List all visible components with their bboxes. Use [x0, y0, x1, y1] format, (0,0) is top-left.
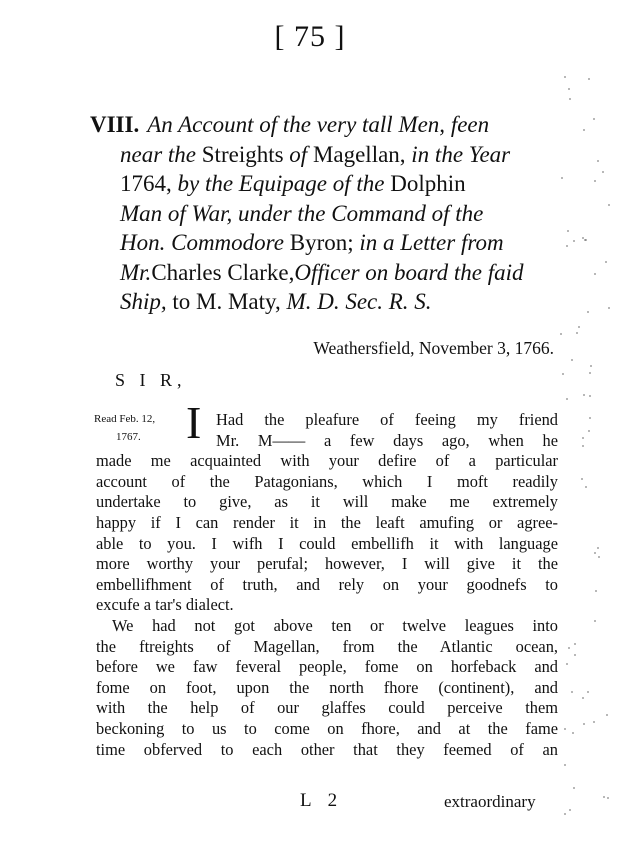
catchword: extraordinary — [444, 792, 536, 811]
body-line: the ftreights of Magellan, from the Atlantic ocean, — [96, 636, 558, 656]
speckle — [594, 273, 596, 275]
speckle — [606, 714, 608, 716]
page-footer — [0, 790, 620, 816]
title-segment: feen — [450, 112, 490, 137]
speckle — [566, 398, 568, 400]
letter-body — [96, 410, 558, 760]
title-line — [90, 228, 560, 258]
speckle — [571, 359, 573, 361]
speckle — [603, 796, 605, 798]
title-line — [90, 199, 560, 229]
speckle — [595, 590, 597, 592]
title-segment: M. D. Sec. R. S. — [286, 289, 432, 314]
title-segment: of — [289, 141, 313, 167]
body-line: more worthy your perufal; however, I will give it the — [96, 554, 558, 574]
speckle — [583, 129, 585, 131]
margin-note-line-1: Read Feb. 12, — [94, 413, 156, 425]
speckle — [582, 445, 584, 447]
title-segment: to M. Maty, — [172, 289, 287, 314]
speckle — [590, 365, 592, 367]
speckle — [585, 486, 587, 488]
title-segment: in the Year — [411, 141, 511, 167]
body-line: Mr. M—— a few days ago, when he — [216, 430, 558, 450]
title-segment: Magellan, — [312, 141, 412, 167]
letter-salutation: S I R, — [115, 370, 187, 390]
speckle — [581, 478, 583, 480]
speckle — [587, 311, 589, 313]
speckle — [564, 76, 566, 78]
speckle — [589, 372, 591, 374]
speckle — [568, 647, 570, 649]
speckle — [569, 809, 571, 811]
speckle — [593, 721, 595, 723]
title-segment: Byron; — [289, 230, 360, 255]
title-segment: An Account of the very tall Men, — [147, 112, 451, 137]
body-line: made me acquainted with your defire of a particular — [96, 451, 558, 471]
title-line — [90, 287, 560, 317]
speckle — [567, 230, 569, 232]
speckle — [608, 204, 610, 206]
speckle — [569, 98, 571, 100]
article-number: VIII. — [90, 112, 140, 137]
speckle — [597, 160, 599, 162]
body-line: undertake to give, as it will make me extremely — [96, 492, 558, 512]
speckle — [576, 332, 578, 334]
title-segment: 1764, — [120, 171, 178, 196]
speckle — [561, 177, 563, 179]
title-segment: by the Equipage of the — [177, 171, 391, 196]
body-line: excufe a tar's dialect. — [96, 595, 234, 615]
drop-cap: I — [186, 397, 202, 448]
speckle — [605, 261, 607, 263]
speckle — [589, 395, 591, 397]
title-segment: Streights — [201, 141, 290, 167]
body-line: before we faw feveral people, fome on horfeback and — [96, 657, 558, 677]
speckle — [588, 78, 590, 80]
speckle — [594, 620, 596, 622]
speckle — [608, 307, 610, 309]
title-segment: near the — [120, 141, 202, 167]
speckle — [566, 663, 568, 665]
speckle — [597, 547, 599, 549]
title-segment: Man of War, under the Command of the — [120, 200, 484, 226]
title-segment: Mr. — [120, 259, 152, 285]
speckle — [602, 171, 604, 173]
title-segment: Dolphin — [390, 171, 466, 196]
body-line: Had the pleafure of feeing my friend — [216, 410, 558, 429]
speckle — [573, 240, 575, 242]
speckle — [573, 787, 575, 789]
speckle — [598, 556, 600, 558]
body-line: with the help of our glaffes could perceive them — [96, 698, 558, 718]
speckle — [568, 88, 570, 90]
speckle — [578, 326, 580, 328]
title-segment: Ship, — [120, 289, 173, 314]
body-line: happy if I can render it in the leaft amufing or agree- — [96, 512, 558, 532]
body-line: time obferved to each other that they feemed of an — [96, 739, 558, 759]
speckle — [560, 333, 562, 335]
body-line: fome on foot, upon the north fhore (continent), and — [96, 677, 558, 697]
title-segment: Officer on board the faid — [294, 259, 524, 285]
speckle — [562, 373, 564, 375]
speckle — [571, 691, 573, 693]
speckle — [589, 417, 591, 419]
title-line — [90, 169, 560, 199]
title-line — [90, 110, 560, 140]
article-title — [90, 110, 560, 317]
body-line: able to you. I wifh I could embellifh it with language — [96, 533, 558, 553]
speckle — [582, 697, 584, 699]
body-line: We had not got above ten or twelve leagues into — [112, 615, 558, 635]
title-segment: in a Letter from — [359, 230, 504, 255]
body-line: account of the Patagonians, which I moft readily — [96, 471, 558, 491]
signature-mark: L 2 — [300, 790, 344, 811]
body-line: beckoning to us to come on fhore, and at the fame — [96, 718, 558, 738]
speckle — [564, 728, 566, 730]
speckle — [583, 394, 585, 396]
speckle — [574, 643, 576, 645]
speckle — [583, 723, 585, 725]
speckle — [588, 430, 590, 432]
page-number: [ 75 ] — [274, 20, 346, 53]
letter-dateline: Weathersfield, November 3, 1766. — [313, 338, 554, 358]
speckle — [572, 732, 574, 734]
title-line — [90, 258, 560, 288]
speckle — [584, 239, 586, 241]
title-segment: Charles Clarke, — [151, 259, 295, 285]
speckle — [582, 437, 584, 439]
speckle — [594, 552, 596, 554]
speckle — [566, 245, 568, 247]
speckle — [593, 118, 595, 120]
speckle — [587, 691, 589, 693]
body-line: embellifhment of truth, and rely on your goodnefs to — [96, 574, 558, 594]
speckle — [594, 180, 596, 182]
speckle — [574, 654, 576, 656]
speckle — [564, 764, 566, 766]
title-segment: Hon. Commodore — [120, 230, 290, 255]
title-line — [90, 140, 560, 170]
margin-note-line-2: 1767. — [116, 431, 141, 443]
